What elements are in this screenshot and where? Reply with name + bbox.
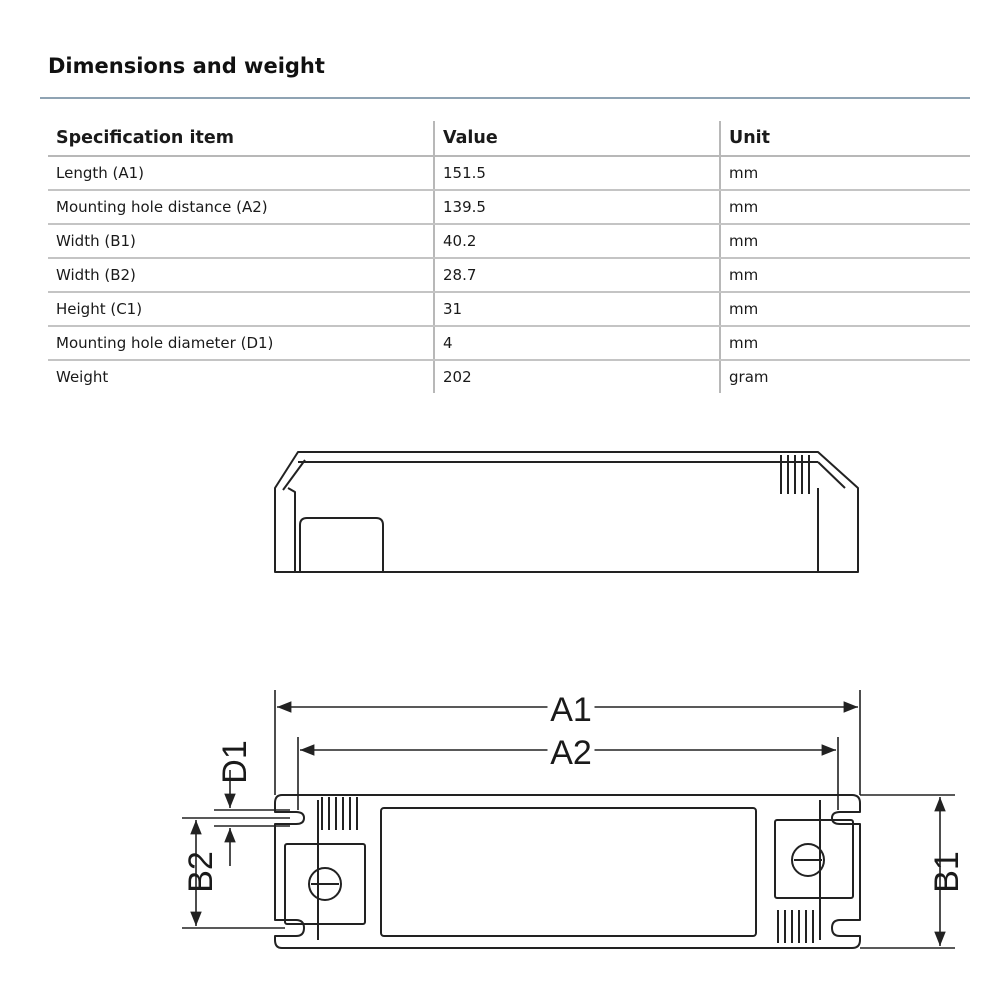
cell-item: Length (A1): [48, 156, 434, 190]
right-bevel-line: [818, 462, 845, 488]
housing-outline: [275, 795, 860, 948]
section-title: Dimensions and weight: [48, 54, 325, 78]
table-row: [48, 258, 970, 292]
housing-outline: [275, 452, 858, 572]
terminal-window: [300, 518, 383, 572]
dimension-label-b2: B2: [182, 851, 220, 893]
foot-left: [288, 488, 295, 572]
cell-unit: mm: [720, 326, 970, 360]
cell-value: 139.5: [434, 190, 720, 224]
table-row: [48, 292, 970, 326]
cell-value: 28.7: [434, 258, 720, 292]
cell-item: Weight: [56, 368, 109, 386]
cell-value: 31: [434, 292, 720, 326]
dimension-label-a2: A2: [550, 734, 592, 772]
dimension-label-b1: B1: [928, 851, 966, 893]
cell-value: 202: [434, 360, 720, 393]
column-header-unit: Unit: [720, 121, 970, 156]
cell-unit: mm: [720, 156, 970, 190]
table-row: [48, 360, 970, 393]
cell-value: 151.5: [434, 156, 720, 190]
cell-item: Mounting hole distance (A2): [48, 190, 434, 224]
cooling-slot: [778, 910, 813, 943]
dimension-label-d1: D1: [216, 740, 254, 784]
side-view-drawing: [0, 440, 1000, 590]
cell-unit: mm: [720, 258, 970, 292]
cooling-slot: [322, 797, 357, 830]
table-row: [48, 190, 970, 224]
cell-unit: mm: [720, 190, 970, 224]
column-header-item: Specification item: [48, 121, 434, 156]
cell-item: Width (B2): [48, 258, 434, 292]
table-row: [48, 326, 970, 360]
cell-item: Width (B1): [48, 224, 434, 258]
table-header-row: [48, 121, 970, 156]
left-bevel-line: [283, 460, 305, 490]
dimension-label-a1: A1: [550, 691, 592, 729]
top-view-drawing: [0, 680, 1000, 980]
label-area: [381, 808, 756, 936]
table-row: [48, 156, 970, 190]
spec-table: [48, 121, 970, 393]
section-divider: [40, 97, 970, 99]
cell-value: 40.2: [434, 224, 720, 258]
cell-item: Mounting hole diameter (D1): [48, 326, 434, 360]
column-header-value: Value: [434, 121, 720, 156]
cell-unit: mm: [720, 224, 970, 258]
cell-value: 4: [434, 326, 720, 360]
cell-unit: mm: [720, 292, 970, 326]
cell-item: Height (C1): [48, 292, 434, 326]
inner-outline: [318, 800, 820, 940]
cell-unit: gram: [720, 360, 970, 393]
table-row: [48, 224, 970, 258]
